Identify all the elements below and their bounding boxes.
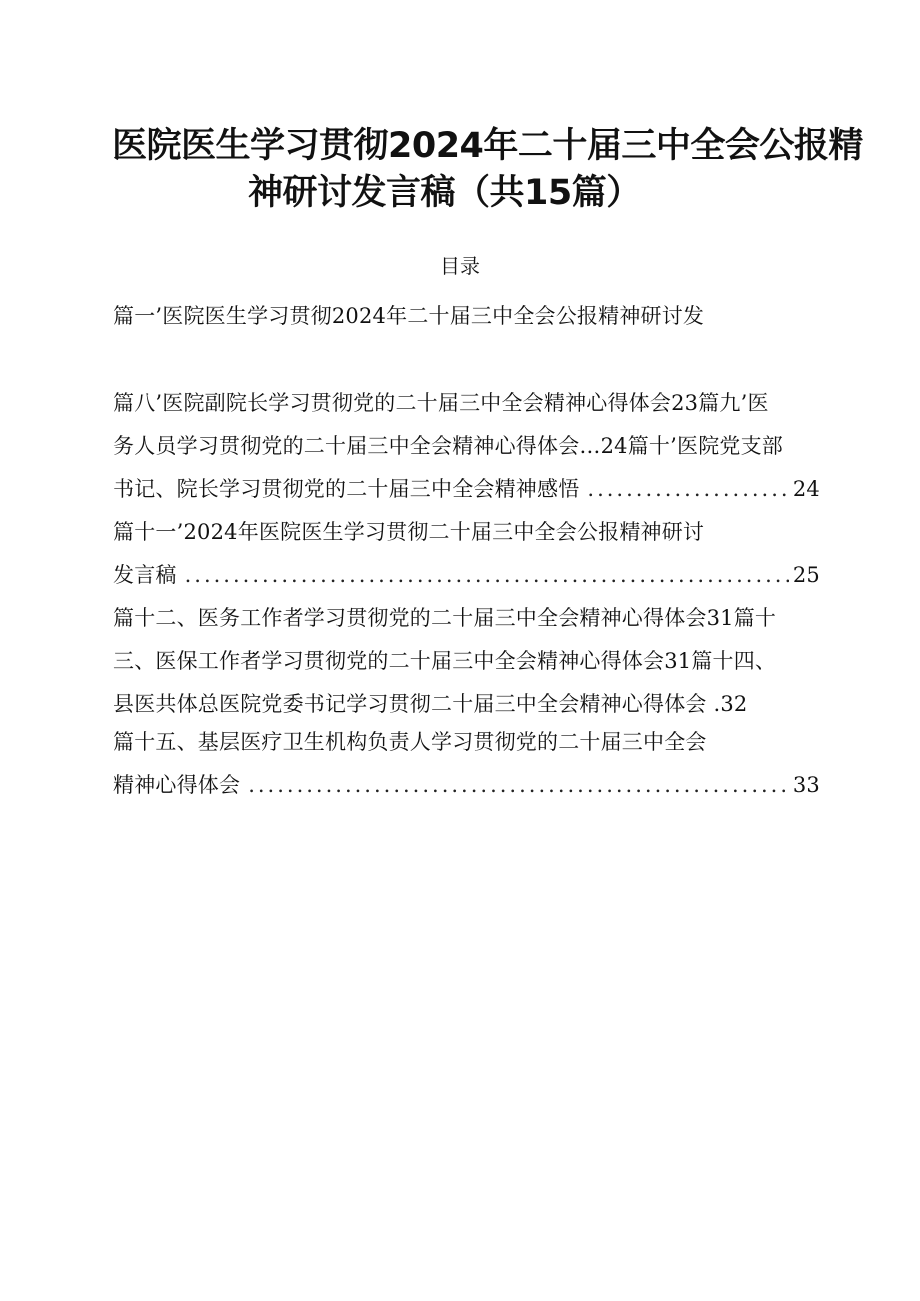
toc-page-number: 24 xyxy=(792,477,820,501)
toc-page-number: 33 xyxy=(792,773,820,797)
toc-entry-text: 书记、院长学习贯彻党的二十届三中全会精神感悟 xyxy=(113,477,580,501)
toc-entry-text: 发言稿 xyxy=(113,563,177,587)
document-title-line-1: 医院医生学习贯彻2024年二十届三中全会公报精 xyxy=(112,126,863,166)
toc-dot-leader xyxy=(587,469,788,509)
toc-dot-leader xyxy=(185,555,789,595)
toc-entry-line-with-page xyxy=(113,469,820,509)
toc-entry-text: 精神心得体会 xyxy=(113,773,241,797)
document-title-line-2: 神研讨发言稿（共15篇） xyxy=(248,173,641,213)
toc-entry-line: 篇八’医院副院长学习贯彻党的二十届三中全会精神心得体会23篇九’医 xyxy=(113,391,769,415)
toc-page-number: 25 xyxy=(792,563,820,587)
toc-entry-line: 篇十二、医务工作者学习贯彻党的二十届三中全会精神心得体会31篇十 xyxy=(113,606,777,630)
toc-entry-line-with-page xyxy=(113,765,820,805)
toc-entry-line: 篇十五、基层医疗卫生机构负责人学习贯彻党的二十届三中全会 xyxy=(113,730,707,754)
toc-entry-line: 县医共体总医院党委书记学习贯彻二十届三中全会精神心得体会 .32 xyxy=(113,692,748,716)
toc-heading: 目录 xyxy=(440,254,480,278)
toc-entry-line: 务人员学习贯彻党的二十届三中全会精神心得体会…24篇十’医院党支部 xyxy=(113,434,783,458)
toc-entry-line: 三、医保工作者学习贯彻党的二十届三中全会精神心得体会31篇十四、 xyxy=(113,649,777,673)
toc-entry-line: 篇十一’2024年医院医生学习贯彻二十届三中全会公报精神研讨 xyxy=(113,520,705,544)
toc-entry-line: 篇一’医院医生学习贯彻2024年二十届三中全会公报精神研讨发 xyxy=(113,304,705,328)
toc-entry-line-with-page xyxy=(113,555,820,595)
toc-dot-leader xyxy=(248,765,789,805)
